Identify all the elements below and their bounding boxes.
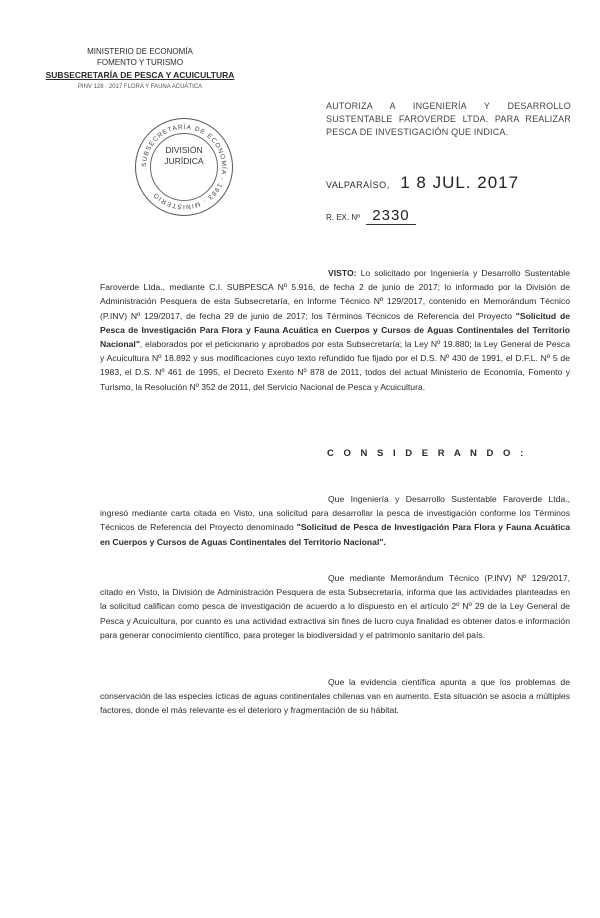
resolution-date: 1 8 JUL. 2017: [400, 173, 520, 192]
visto-project-name: "Solicitud de Pesca de Investigación Para Flora y Fauna Acuática en Cuerpos y Cursos de Aguas Continentales del Territorio Nacional": [100, 310, 570, 350]
considerando-paragraph-1: [100, 492, 570, 549]
rex-number: 2330: [366, 207, 415, 225]
resolution-number-line: [326, 207, 416, 224]
resolution-title: AUTORIZA A INGENIERÍA Y DESARROLLO SUSTENTABLE FAROVERDE LTDA. PARA REALIZAR PESCA DE INVESTIGACIÓN QUE INDICA.: [326, 101, 571, 137]
stamp-inner-ring: [150, 133, 218, 201]
city: VALPARAÍSO,: [326, 180, 390, 190]
considerando-1-project: "Solicitud de Pesca de Investigación Para Flora y Fauna Acuática en Cuerpos y Cursos de Aguas Continentales del Territorio Nacional".: [100, 522, 570, 547]
city-date-line: [326, 173, 576, 193]
visto-text-1: Lo solicitado por Ingeniería y Desarrollo Sustentable Faroverde Ltda., mediante C.I. SUBPESCA Nº 5.916, de fecha 2 de junio de 2017; lo informado por la División de Administración Pesquera de esta Subsecretaría, en Informe Técnico Nº 129/2017, contenido en Memorándum Técnico (P.INV) Nº 129/2017, de fecha 29 de junio de 2017; los Términos Técnicos de Referencia del Proyecto: [100, 268, 570, 321]
stamp-line-1: DIVISIÓN: [165, 145, 203, 155]
considerando-paragraph-3: Que la evidencia científica apunta a que los problemas de conservación de las especies ícticas de aguas continentales chilenas van en aumento. Esta situación se asocia a múltiples factores, donde el más relevante es el deterioro y fragmentación de su hábitat.: [100, 677, 570, 716]
visto-label: VISTO:: [328, 268, 357, 278]
ministry-subtitle: FOMENTO Y TURISMO: [96, 58, 184, 67]
considerando-paragraph-2: Que mediante Memorándum Técnico (P.INV) Nº 129/2017, citado en Visto, la División de Administración Pesquera de esta Subsecretaría, informa que las actividades planteadas en la solicitud califican como pesca de investigación de acuerdo a lo dispuesto en el artículo 2º Nº 29 de la Ley General de Pesca y Acuicultura, por cuanto es una actividad extractiva sin fines de lucro cuya finalidad es obtener datos e información para generar conocimiento científico, para proteger la biodiversidad y el patrimonio sanitario del país.: [100, 573, 570, 640]
document-reference: PINV 128 · 2017 FLORA Y FAUNA ACUÁTICA: [77, 84, 203, 90]
division-juridica-stamp: [135, 118, 233, 216]
subsecretaria-name: SUBSECRETARÍA DE PESCA Y ACUICULTURA: [45, 70, 235, 80]
visto-text-2: , elaborados por el peticionario y aprobados por esta Subsecretaría; la Ley Nº 19.880; la Ley General de Pesca y Acuicultura Nº 18.892 y sus modificaciones cuyo texto refundido fue fijado por el D.S. Nº 430 de 1991, el D.F.L. Nº 5 de 1983, el D.S. Nº 461 de 1995, el Decreto Exento Nº 878 de 2011, todos del actual Ministerio de Economía, Fomento y Turismo, la Resolución Nº 352 de 2011, del Servicio Nacional de Pesca y Acuicultura.: [100, 339, 570, 392]
considerando-1-text: Que Ingeniería y Desarrollo Sustentable Faroverde Ltda., ingresó mediante carta citada en Visto, una solicitud para desarrollar la pesca de investigación conforme los Términos Técnicos de Referencia del Proyecto denominado: [100, 494, 570, 533]
ministry-name: MINISTERIO DE ECONOMÍA: [87, 47, 193, 56]
stamp-label: [136, 145, 232, 167]
considerando-heading: C O N S I D E R A N D O :: [327, 448, 527, 459]
stamp-line-2: JURÍDICA: [164, 156, 204, 166]
visto-paragraph: [100, 266, 570, 394]
stamp-ring-text: SUBSECRETARÍA DE ECONOMÍA · 1983 · MINISTERIO: [140, 123, 228, 211]
rex-label: R. EX. Nº: [326, 213, 361, 222]
